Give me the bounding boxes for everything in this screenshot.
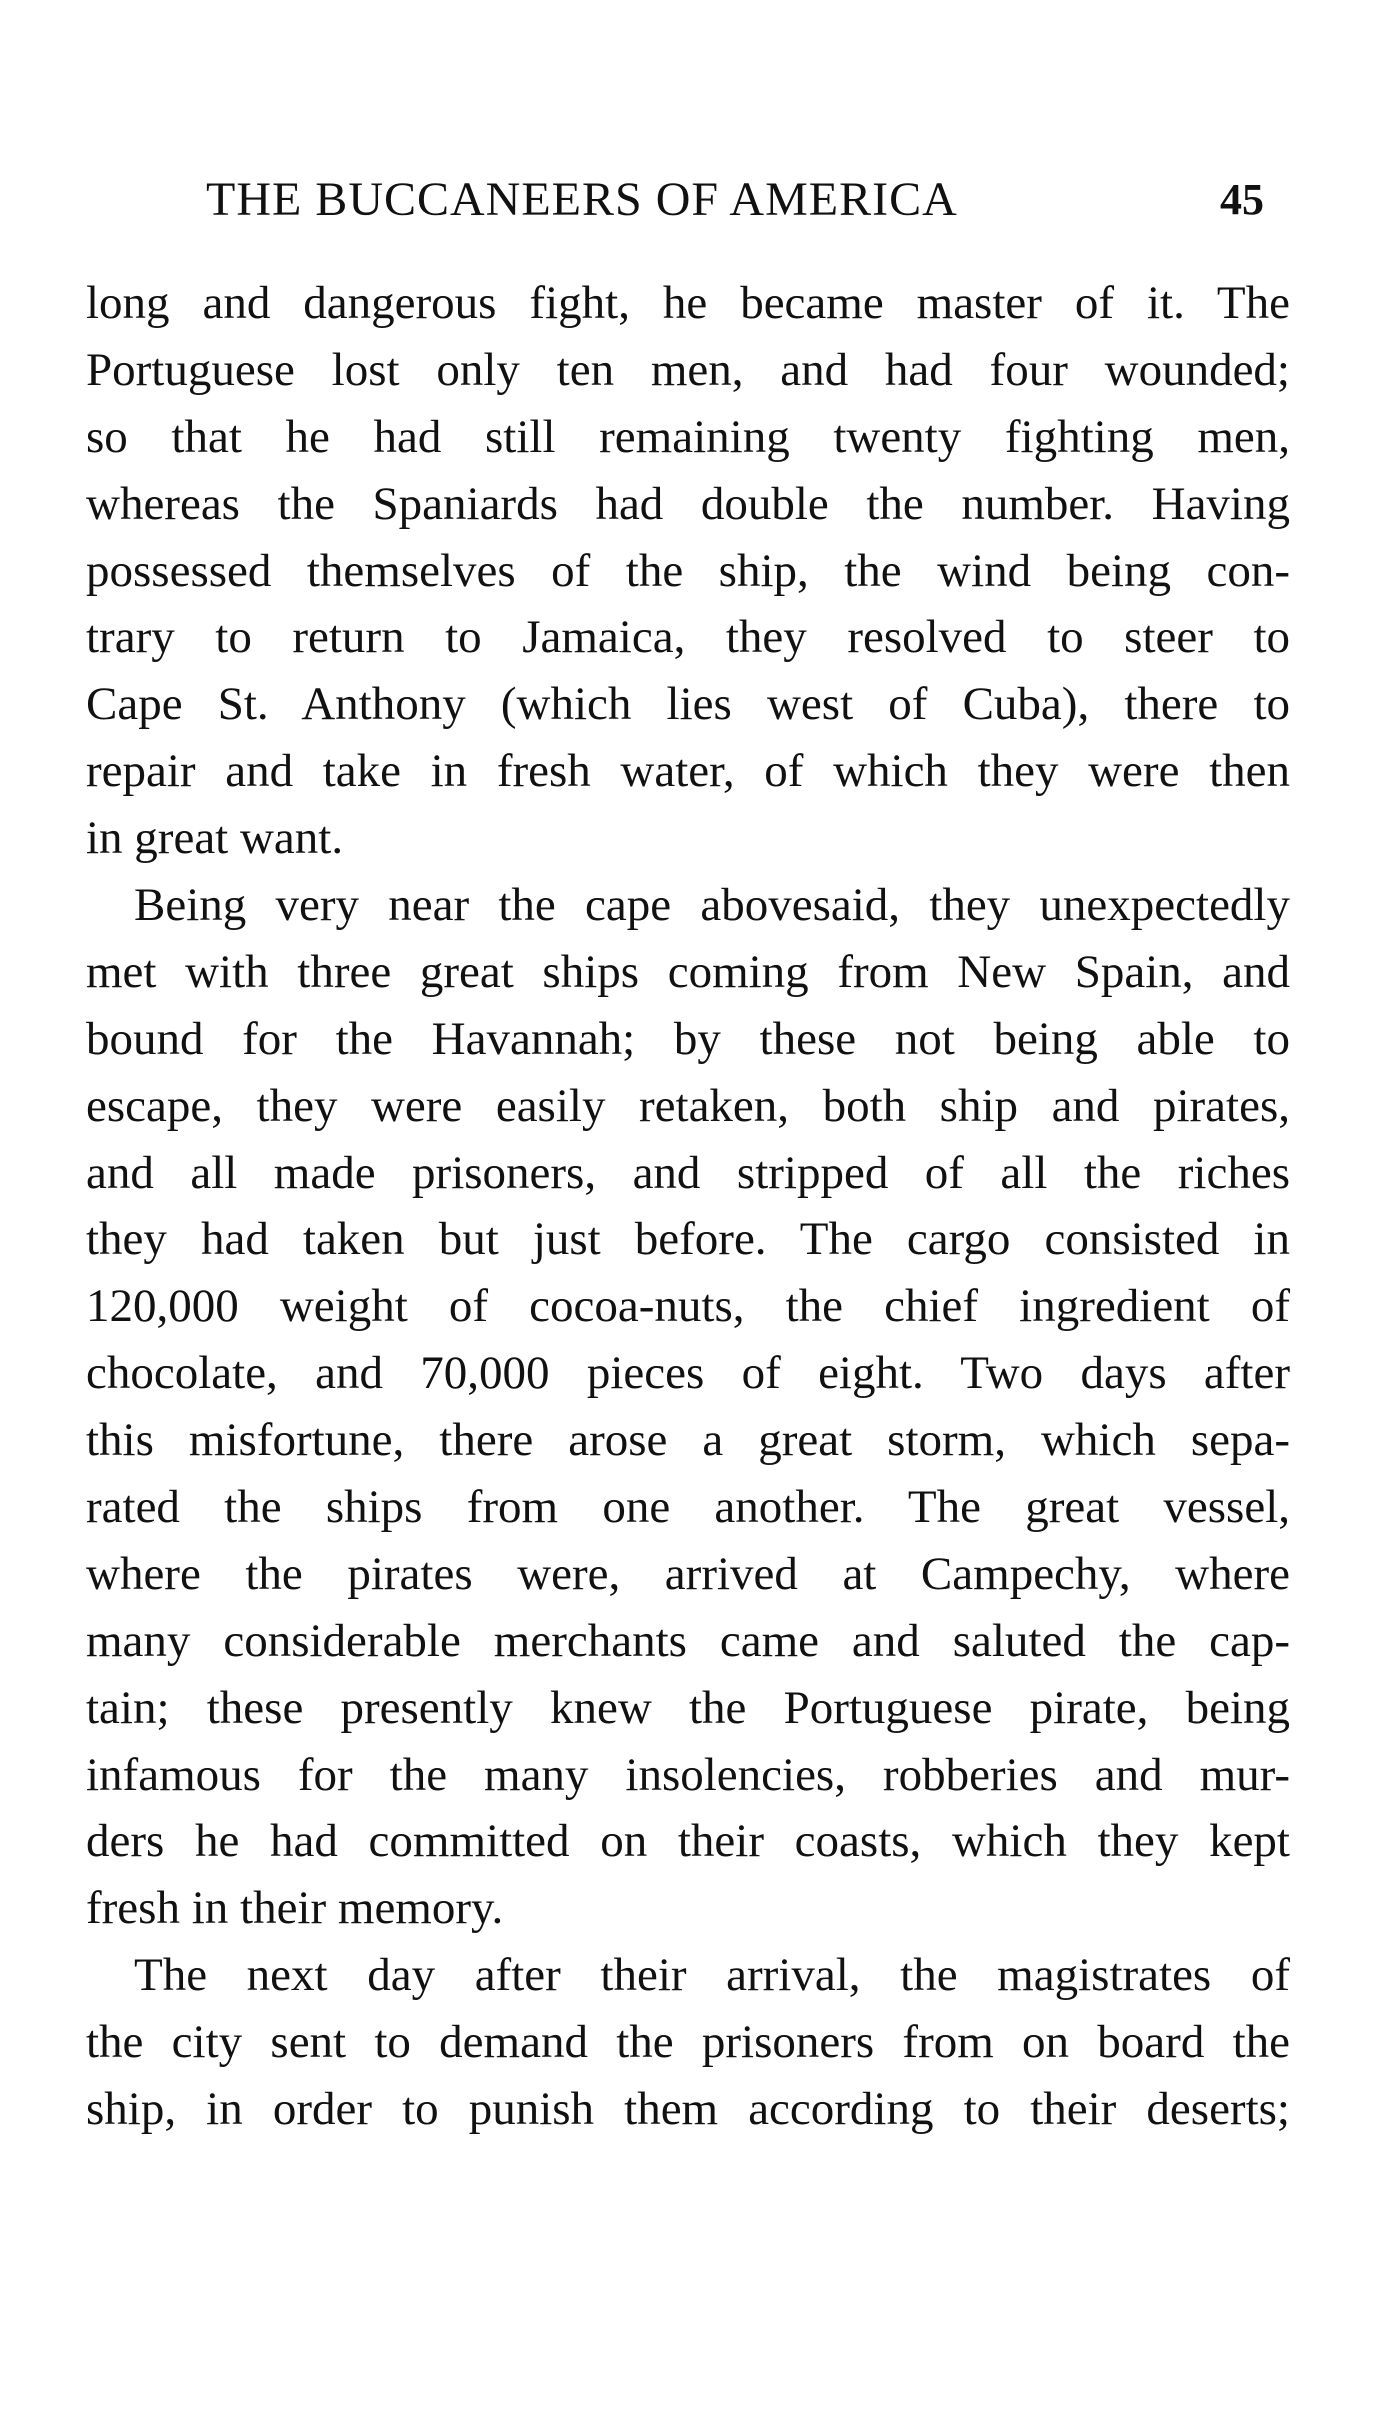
text-line: possessed themselves of the ship, the wind being con- [86,544,1290,597]
text-line: in great want. [86,812,344,865]
paragraph-2 [86,872,1290,1942]
paragraph-1 [86,270,1290,872]
text-line: trary to return to Jamaica, they resolved to steer to [86,611,1290,664]
text-line: rated the ships from one another. The great vessel, [86,1481,1290,1534]
text-line: Portuguese lost only ten men, and had four wounded; [86,343,1290,396]
text-line: ship, in order to punish them according to their deserts; [86,2083,1290,2136]
text-line: Cape St. Anthony (which lies west of Cuba), there to [86,678,1290,731]
paragraph-3 [86,1942,1290,2143]
text-line: ders he had committed on their coasts, which they kept [86,1815,1290,1868]
text-line: bound for the Havannah; by these not being able to [86,1012,1290,1065]
text-line: many considerable merchants came and saluted the cap- [86,1614,1290,1667]
text-line: fresh in their memory. [86,1882,504,1935]
text-line: infamous for the many insolencies, robberies and mur- [86,1748,1290,1801]
running-title: THE BUCCANEERS OF AMERICA [206,173,958,226]
text-line: they had taken but just before. The cargo consisted in [86,1213,1290,1266]
text-line: The next day after their arrival, the magistrates of [134,1949,1290,2002]
text-line: long and dangerous fight, he became master of it. The [86,277,1290,329]
text-line: Being very near the cape abovesaid, they unexpectedly [134,879,1290,932]
page-number: 45 [1220,175,1264,224]
text-line: tain; these presently knew the Portuguese pirate, being [86,1681,1290,1734]
running-head [206,172,1306,242]
text-line: 120,000 weight of cocoa-nuts, the chief ingredient of [86,1280,1290,1333]
text-line: chocolate, and 70,000 pieces of eight. Two days after [86,1347,1290,1400]
text-line: the city sent to demand the prisoners from on board the [86,2016,1290,2069]
text-line: so that he had still remaining twenty fighting men, [86,410,1290,463]
text-line: escape, they were easily retaken, both ship and pirates, [86,1079,1290,1132]
text-line: where the pirates were, arrived at Campechy, where [86,1547,1290,1600]
text-line: and all made prisoners, and stripped of all the riches [86,1146,1290,1199]
text-line: met with three great ships coming from New Spain, and [86,945,1290,998]
text-line: this misfortune, there arose a great storm, which sepa- [86,1414,1290,1467]
text-line: repair and take in fresh water, of which they were then [86,745,1290,798]
body-text [86,270,1290,2143]
text-line: whereas the Spaniards had double the number. Having [86,477,1290,530]
